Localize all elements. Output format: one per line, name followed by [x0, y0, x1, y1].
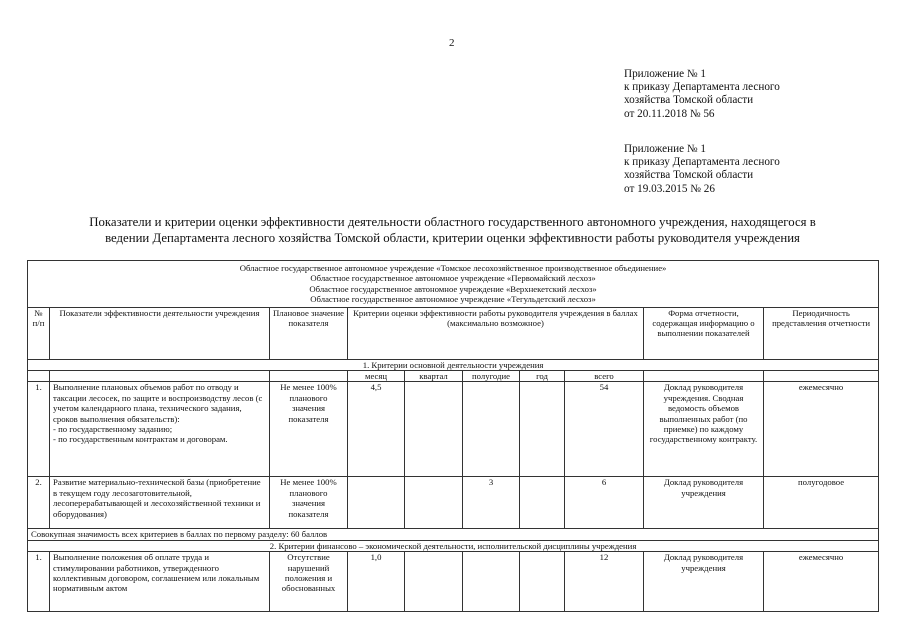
row-month: 1,0: [348, 552, 405, 612]
title-line-1: Показатели и критерии оценки эффективности деятельности областного государственного автономного учреждения, находящегося в: [89, 215, 816, 229]
row-indicator: Развитие материально-технической базы (приобретение в текущем году лесозаготовительной, лесоперерабатывающей и лесохозяйственной техники и оборудования): [50, 477, 270, 529]
title-line-2: ведении Департамента лесного хозяйства Томской области, критерии оценки эффективности работы руководителя учреждения: [105, 231, 800, 245]
row-month: 4,5: [348, 382, 405, 477]
appendix-line: Приложение № 1: [624, 68, 706, 80]
row-num: 1.: [28, 552, 50, 612]
row-month: [348, 477, 405, 529]
row-period: ежемесячно: [764, 552, 879, 612]
row-report: Доклад руководителя учреждения: [644, 477, 764, 529]
section-total: Совокупная значимость всех критериев в баллах по первому разделу: 60 баллов: [28, 529, 879, 540]
row-indicator: [50, 382, 270, 477]
row-planned: Отсутствие нарушений положения и обоснованных: [270, 552, 348, 612]
appendix-line: к приказу Департамента лесного: [624, 156, 780, 169]
indicator-bullet: - по государственным контрактам и договорам.: [53, 434, 228, 445]
row-year: [520, 552, 565, 612]
row-planned: Не менее 100% планового значения показателя: [270, 477, 348, 529]
header-periodicity: Периодичность представления отчетности: [764, 307, 879, 359]
appendix-line: от 19.03.2015 № 26: [624, 182, 715, 195]
criteria-table: [27, 260, 879, 612]
row-total: 54: [565, 382, 644, 477]
row-total: 12: [565, 552, 644, 612]
institution-name: Областное государственное автономное учреждение «Томское лесохозяйственное производственное объединение»: [239, 263, 667, 273]
row-half: 3: [463, 477, 520, 529]
row-half: [463, 552, 520, 612]
header-planned: Плановое значение показателя: [270, 307, 348, 359]
row-quarter: [405, 382, 463, 477]
page-number: 2: [449, 37, 455, 49]
row-quarter: [405, 477, 463, 529]
row-indicator: Выполнение положения об оплате труда и стимулировании работников, утвержденного коллективным договором, соглашением или локальным нормативным актом: [50, 552, 270, 612]
indicator-text: Выполнение плановых объемов работ по отводу и таксации лесосек, по защите и воспроизводству лесов (с учетом календарного плана, технического задания, сроков выполнения обязательств):: [53, 382, 263, 424]
row-year: [520, 382, 565, 477]
institutions-header: [28, 261, 879, 308]
appendix-line: от 20.11.2018 № 56: [624, 107, 715, 120]
appendix-line: хозяйства Томской области: [624, 94, 754, 107]
institution-name: Областное государственное автономное учреждение «Верхнекетский лесхоз»: [309, 283, 597, 294]
row-report: Доклад руководителя учреждения. Сводная ведомость объемов выполненных работ (по приемке) по каждому государственному контракту.: [644, 382, 764, 477]
row-period: полугодовое: [764, 477, 879, 529]
subheader-month: месяц: [348, 371, 405, 382]
row-total: 6: [565, 477, 644, 529]
header-report-form: Форма отчетности, содержащая информацию о выполнении показателей: [644, 307, 764, 359]
appendix-line: Приложение № 1: [624, 143, 706, 155]
row-num: 2.: [28, 477, 50, 529]
appendix-block-new: [624, 68, 780, 121]
row-half: [463, 382, 520, 477]
row-planned: Не менее 100% планового значения показателя: [270, 382, 348, 477]
appendix-line: к приказу Департамента лесного: [624, 81, 780, 94]
subheader-year: год: [520, 371, 565, 382]
indicator-bullet: - по государственному заданию;: [53, 424, 173, 435]
appendix-block-old: [624, 143, 780, 196]
table-row: [28, 477, 879, 529]
section-title: 1. Критерии основной деятельности учреждения: [28, 359, 879, 370]
section-title: 2. Критерии финансово – экономической деятельности, исполнительской дисциплины учреждения: [28, 540, 879, 551]
header-num: № п/п: [28, 307, 50, 359]
appendix-line: хозяйства Томской области: [624, 169, 754, 182]
row-num: 1.: [28, 382, 50, 477]
table-row: [28, 552, 879, 612]
institution-name: Областное государственное автономное учреждение «Тегульдетский лесхоз»: [310, 294, 596, 305]
document-title: [0, 214, 905, 246]
subheader-half: полугодие: [463, 371, 520, 382]
row-report: Доклад руководителя учреждения: [644, 552, 764, 612]
row-quarter: [405, 552, 463, 612]
header-indicators: Показатели эффективности деятельности учреждения: [50, 307, 270, 359]
institution-name: Областное государственное автономное учреждение «Первомайский лесхоз»: [310, 273, 596, 284]
row-year: [520, 477, 565, 529]
subheader-total: всего: [565, 371, 644, 382]
subheader-quarter: квартал: [405, 371, 463, 382]
table-row: [28, 382, 879, 477]
header-criteria: Критерии оценки эффективности работы руководителя учреждения в баллах (максимально возможное): [348, 307, 644, 359]
row-period: ежемесячно: [764, 382, 879, 477]
